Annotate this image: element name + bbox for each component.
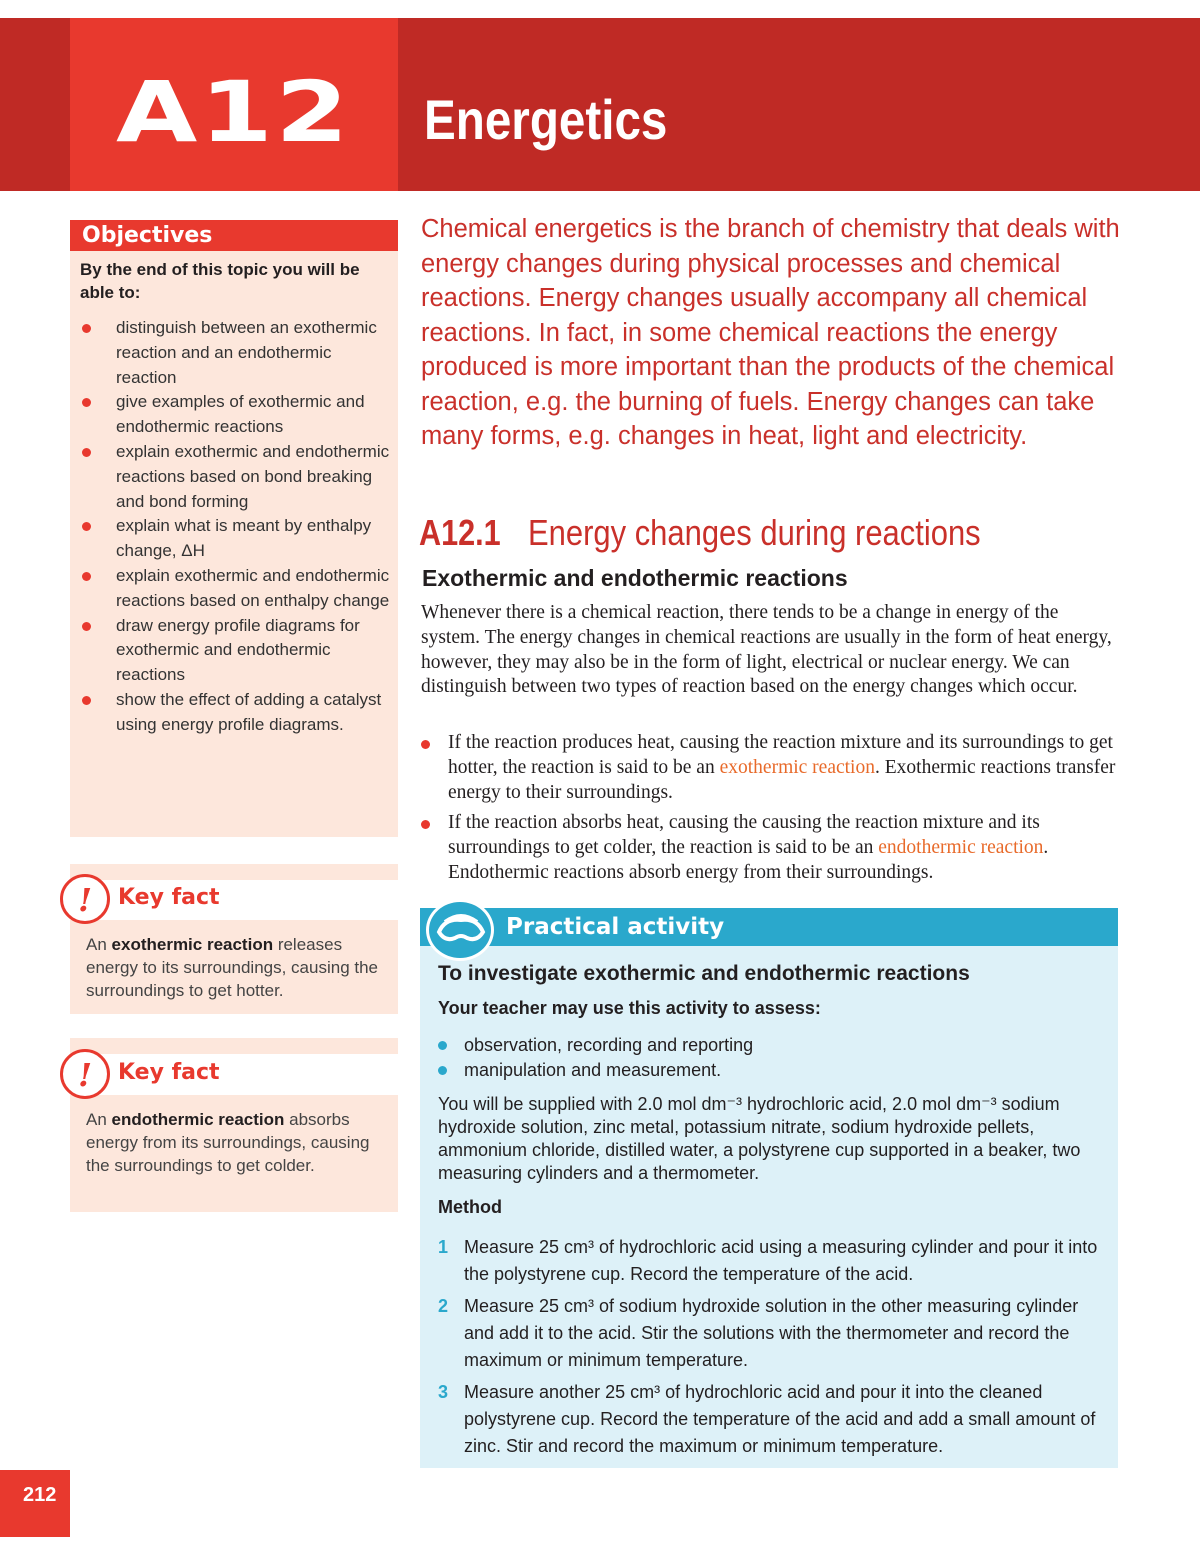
bullet-icon <box>421 740 430 749</box>
goggles-icon <box>426 899 494 961</box>
bullet-icon <box>82 572 91 581</box>
section-title: Energy changes during reactions <box>528 512 981 553</box>
key-term: exothermic reaction <box>111 935 274 954</box>
key-fact-label: Key fact <box>118 885 220 910</box>
objective-item: distinguish between an exothermic reaction and an endothermic reaction <box>82 316 392 390</box>
glossary-term: endothermic reaction <box>878 836 1044 858</box>
exclamation-icon: ! <box>60 1049 110 1099</box>
key-fact-text: An endothermic reaction absorbs energy from its surroundings, causing the surroundings to get colder. <box>86 1110 370 1175</box>
method-steps <box>438 1234 1113 1465</box>
objectives-list <box>82 316 392 738</box>
bullet-icon <box>82 696 91 705</box>
objectives-heading: Objectives <box>82 223 213 248</box>
method-step: 3 Measure another 25 cm³ of hydrochloric acid and pour it into the cleaned polystyrene cup. Record the temperature of the acid and add a small amount of zinc. Stir and record the maximum or minimum temperature. <box>438 1379 1113 1460</box>
materials-paragraph: You will be supplied with 2.0 mol dm⁻³ hydrochloric acid, 2.0 mol dm⁻³ sodium hydroxide solution, zinc metal, potassium nitrate, sodium hydroxide pellets, ammonium chloride, distilled water, a polystyrene cup supported in a beaker, two measuring cylinders and a thermometer. <box>438 1094 1081 1183</box>
chapter-title: Energetics <box>424 88 668 151</box>
method-step: 1 Measure 25 cm³ of hydrochloric acid using a measuring cylinder and pour it into the polystyrene cup. Record the temperature of the acid. <box>438 1234 1113 1288</box>
section-number: A12.1 <box>419 512 501 553</box>
bullet-icon <box>82 324 91 333</box>
page-number: 212 <box>23 1484 57 1506</box>
step-number: 2 <box>438 1296 449 1316</box>
chapter-code-block <box>70 18 398 191</box>
assessment-heading: Your teacher may use this activity to assess: <box>438 998 821 1018</box>
chapter-intro: Chemical energetics is the branch of chemistry that deals with energy changes during physical processes and chemical reactions. Energy changes usually accompany all chemical reactions. In fact, in some chemical reactions the energy produced is more important than the products of the chemical reaction, e.g. the burning of fuels. Energy changes can take many forms, e.g. changes in heat, light and electricity. <box>421 215 1120 450</box>
step-number: 3 <box>438 1382 449 1402</box>
key-fact-top-band <box>70 864 398 880</box>
key-fact-top-band <box>70 1038 398 1054</box>
objectives-heading-bar <box>70 220 398 251</box>
chapter-code: A12 <box>116 63 351 161</box>
objective-item: draw energy profile diagrams for exothermic and endothermic reactions <box>82 614 392 688</box>
practical-activity-label: Practical activity <box>506 914 725 940</box>
bullet-icon <box>421 820 430 829</box>
bullet-icon <box>82 522 91 531</box>
practical-title: To investigate exothermic and endothermic reactions <box>438 962 970 985</box>
step-number: 1 <box>438 1237 449 1257</box>
page-number-tab <box>0 1470 70 1537</box>
key-fact-label: Key fact <box>118 1060 220 1085</box>
bullet-icon <box>82 448 91 457</box>
bullet-icon <box>82 622 91 631</box>
objective-item: explain exothermic and endothermic reactions based on bond breaking and bond forming <box>82 440 392 514</box>
bullet-icon <box>82 398 91 407</box>
objective-item: explain exothermic and endothermic reactions based on enthalpy change <box>82 564 392 614</box>
bullet-icon <box>438 1066 447 1075</box>
glossary-term: exothermic reaction <box>719 756 875 778</box>
method-step: 2 Measure 25 cm³ of sodium hydroxide solution in the other measuring cylinder and add it to the acid. Stir the solutions with the thermometer and record the maximum or minimum temperature. <box>438 1293 1113 1374</box>
chapter-title-block <box>398 18 1200 191</box>
objective-item: show the effect of adding a catalyst using energy profile diagrams. <box>82 688 392 738</box>
header-margin-band <box>0 18 70 191</box>
list-item: If the reaction produces heat, causing the reaction mixture and its surroundings to get hotter, the reaction is said to be an exothermic reaction. Exothermic reactions transfer energy to their surroundings. <box>421 731 1121 805</box>
key-term: endothermic reaction <box>111 1110 285 1129</box>
list-item: If the reaction absorbs heat, causing the causing the reaction mixture and its surroundings to get colder, the reaction is said to be an endothermic reaction. Endothermic reactions absorb energy from their surroundings. <box>421 811 1121 885</box>
assessment-list <box>438 1033 753 1083</box>
objective-item: give examples of exothermic and endothermic reactions <box>82 390 392 440</box>
body-paragraph: Whenever there is a chemical reaction, there tends to be a change in energy of the system. The energy changes in chemical reactions are usually in the form of heat energy, however, they may also be in the form of light, electrical or nuclear energy. We can distinguish between two types of reaction based on the energy changes which occur. <box>421 602 1112 698</box>
objectives-intro: By the end of this topic you will be able to: <box>80 260 360 302</box>
reaction-type-list <box>421 731 1121 805</box>
reaction-type-list <box>421 811 1121 885</box>
key-fact-text: An exothermic reaction releases energy to its surroundings, causing the surroundings to get hotter. <box>86 935 379 1000</box>
method-heading: Method <box>438 1197 502 1217</box>
exclamation-icon: ! <box>60 874 110 924</box>
list-item: manipulation and measurement. <box>438 1058 753 1083</box>
bullet-icon <box>438 1041 447 1050</box>
subheading: Exothermic and endothermic reactions <box>422 565 848 591</box>
list-item: observation, recording and reporting <box>438 1033 753 1058</box>
objective-item: explain what is meant by enthalpy change, ΔH <box>82 514 392 564</box>
